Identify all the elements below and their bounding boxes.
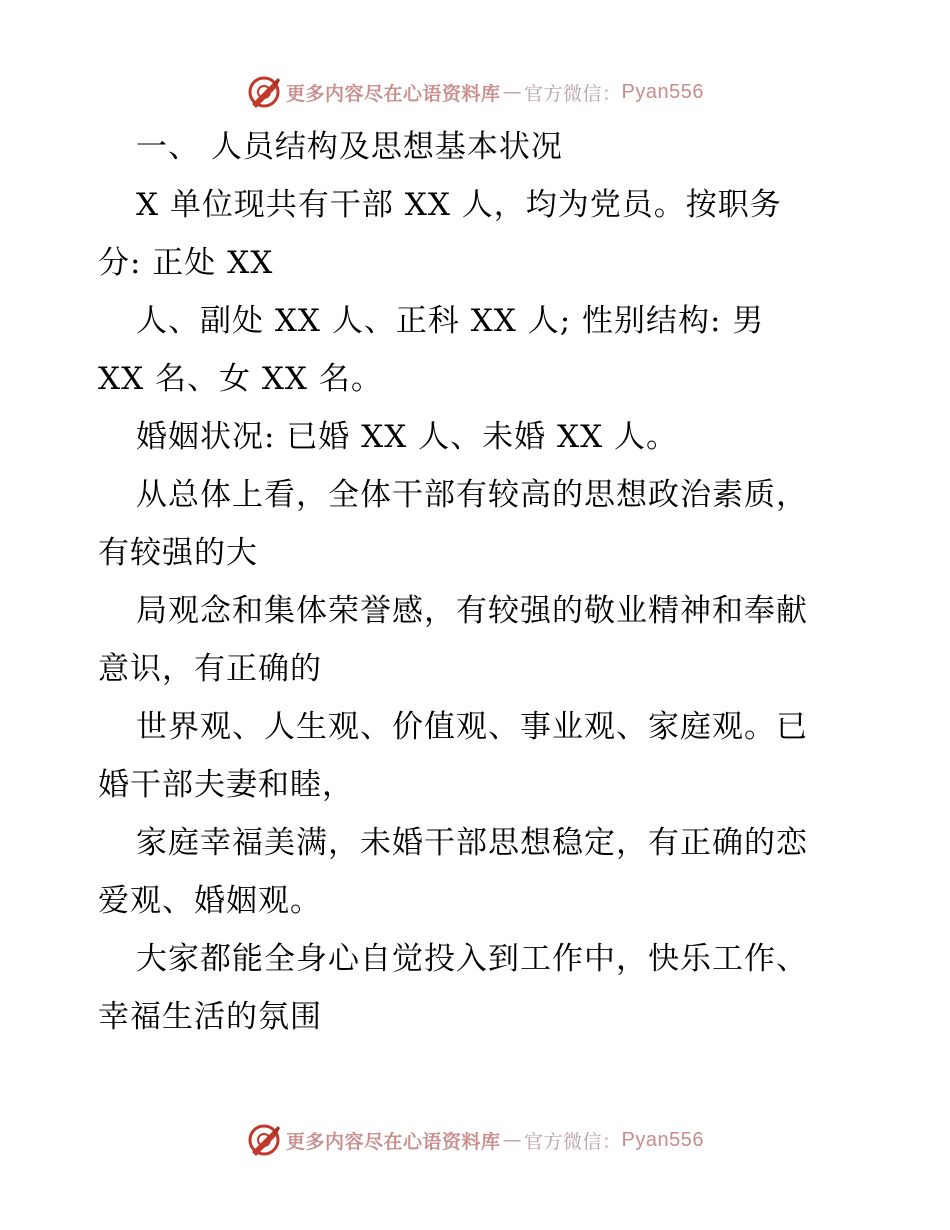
paragraph-line: 大家都能全身心自觉投入到工作中，快乐工作、 bbox=[136, 941, 808, 977]
watermark-dash: — bbox=[502, 1129, 523, 1151]
paragraph-line: 人、副处 XX 人、正科 XX 人; 性别结构: 男 bbox=[136, 303, 765, 339]
paragraph-line: 分: 正处 XX bbox=[98, 245, 274, 281]
paragraph-line: 爱观、婚姻观。 bbox=[98, 883, 322, 919]
paragraph-line: X 单位现共有干部 XX 人，均为党员。按职务 bbox=[136, 187, 782, 223]
paragraph-line: 世界观、人生观、价值观、事业观、家庭观。已 bbox=[136, 709, 808, 745]
watermark-wechat-id: Pyan556 bbox=[621, 80, 704, 103]
watermark-wechat-id: Pyan556 bbox=[621, 1128, 704, 1151]
watermark-main-text: 更多内容尽在心语资料库 bbox=[286, 82, 501, 105]
paragraph-line: 家庭幸福美满，未婚干部思想稳定，有正确的恋 bbox=[136, 825, 808, 861]
paragraph-line: 从总体上看，全体干部有较高的思想政治素质， bbox=[136, 477, 808, 513]
pen-logo-icon bbox=[246, 74, 282, 110]
footer-watermark bbox=[0, 1120, 950, 1160]
paragraph-line: 幸福生活的氛围 bbox=[98, 999, 322, 1035]
paragraph-line: 婚干部夫妻和睦， bbox=[98, 767, 354, 803]
paragraph-line: 局观念和集体荣誉感，有较强的敬业精神和奉献 bbox=[136, 593, 808, 629]
document-body bbox=[98, 118, 868, 1046]
watermark-sub-text: 官方微信： bbox=[524, 82, 622, 105]
paragraph-line: 意识，有正确的 bbox=[98, 651, 322, 687]
paragraph-line: 婚姻状况: 已婚 XX 人、未婚 XX 人。 bbox=[136, 419, 678, 455]
watermark-sub-text: 官方微信： bbox=[524, 1130, 622, 1153]
paragraph-line: 有较强的大 bbox=[98, 535, 258, 571]
section-heading: 一、 人员结构及思想基本状况 bbox=[136, 129, 563, 165]
paragraph-line: XX 名、女 XX 名。 bbox=[98, 361, 383, 397]
header-watermark bbox=[0, 72, 950, 112]
pen-logo-icon bbox=[246, 1122, 282, 1158]
watermark-main-text: 更多内容尽在心语资料库 bbox=[286, 1130, 501, 1153]
watermark-dash: — bbox=[502, 81, 523, 103]
